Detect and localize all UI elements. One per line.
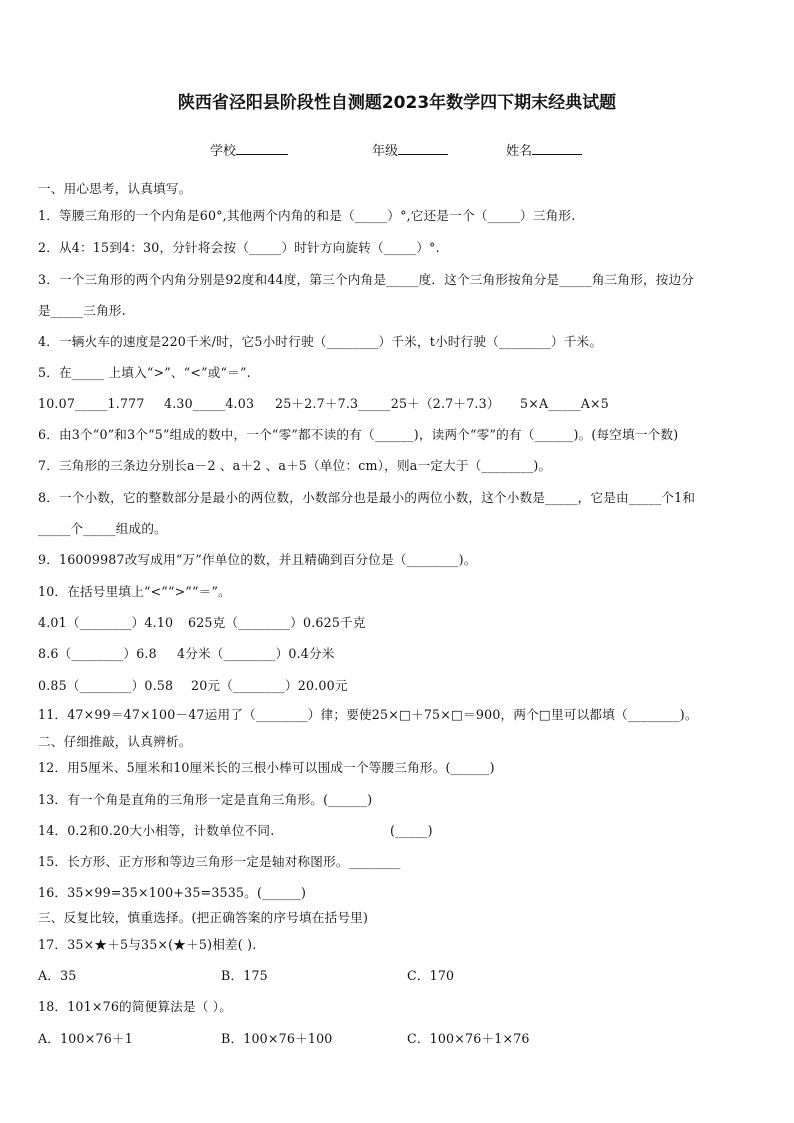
question-10-item: 0.85（________）0.58 (38, 678, 174, 693)
question-3-line-2: 是_____三角形. (38, 303, 126, 318)
question-11: 11．47×99＝47×100－47运用了（________）律；要使25×□＋75×□＝900，两个□里可以都填（________)。 (38, 707, 698, 722)
student-info-row (0, 140, 794, 160)
question-10: 10．在括号里填上“<”“>”“＝”。 (38, 584, 231, 599)
option-a: A．100×76＋1 (38, 1031, 133, 1046)
school-blank (236, 142, 288, 155)
school-label: 学校 (210, 144, 237, 159)
question-6: 6．由3个“0”和3个“5”组成的数中，一个“零”都不读的有（______)，读两个“零”的有（______)。(每空填一个数) (38, 427, 679, 442)
question-10-item: 4分米（________）0.4分米 (177, 646, 335, 661)
option-b: B．175 (221, 968, 268, 983)
question-5-item: 4.30_____4.03 (164, 396, 255, 411)
question-2: 2．从4：15到4：30，分针将会按（_____）时针方向旋转（_____）°. (38, 240, 440, 255)
option-b: B．100×76＋100 (221, 1031, 333, 1046)
name-field (506, 140, 582, 159)
question-5-item: 10.07_____1.777 (38, 396, 145, 411)
question-10-item: 8.6（________）6.8 (38, 646, 157, 661)
question-4: 4．一辆火车的速度是220千米/时，它5小时行驶（________）千米，t小时行驶（________）千米。 (38, 334, 603, 349)
school-field (210, 140, 288, 159)
question-14 (38, 822, 764, 840)
question-16: 16．35×99=35×100+35=3535。(______) (38, 885, 307, 900)
option-a: A．35 (38, 968, 77, 983)
page-title: 陕西省泾阳县阶段性自测题2023年数学四下期末经典试题 (177, 93, 617, 113)
question-7: 7．三角形的三条边分别长a－2 、a＋2 、a＋5（单位：cm），则a一定大于（________)。 (38, 458, 552, 473)
question-8-line-1: 8．一个小数，它的整数部分是最小的两位数，小数部分也是最小的两位小数，这个小数是_____，它是由_____个1和 (38, 490, 696, 505)
question-5-item: 5×A_____A×5 (520, 396, 610, 411)
name-label: 姓名 (506, 144, 533, 159)
question-15: 15．长方形、正方形和等边三角形一定是轴对称图形。________ (38, 854, 401, 869)
option-c: C．100×76＋1×76 (407, 1031, 530, 1046)
name-blank (532, 142, 582, 155)
section-heading-1: 一、用心思考，认真填写。 (38, 181, 192, 196)
section-heading-3: 三、反复比较，慎重选择。(把正确答案的序号填在括号里) (38, 910, 369, 925)
question-8-line-2: _____个_____组成的。 (38, 521, 167, 536)
question-9: 9．16009987改写成用“万”作单位的数，并且精确到百分位是（________)。 (38, 552, 477, 567)
question-10-item: 20元（________）20.00元 (191, 678, 348, 693)
grade-label: 年级 (372, 144, 399, 159)
question-10-item: 625克（________）0.625千克 (188, 615, 366, 630)
grade-field (372, 140, 448, 159)
question-14-blank: (_____) (390, 823, 433, 838)
question-12: 12．用5厘米、5厘米和10厘米长的三根小棒可以围成一个等腰三角形。(______) (38, 760, 495, 775)
option-c: C．170 (407, 968, 455, 983)
grade-blank (398, 142, 448, 155)
question-13: 13．有一个角是直角的三角形一定是直角三角形。(______) (38, 792, 373, 807)
question-5-item: 25＋2.7＋7.3_____25＋（2.7＋7.3） (275, 396, 500, 411)
question-17: 17．35×★＋5与35×(★＋5)相差( ). (38, 937, 257, 952)
question-18: 18．101×76的简便算法是（ ）。 (38, 999, 233, 1014)
question-14-text: 14．0.2和0.20大小相等，计数单位不同. (38, 823, 275, 838)
question-5: 5．在_____ 上填入“>”、“<”或“＝”. (38, 365, 251, 380)
section-heading-2: 二、仔细推敲，认真辨析。 (38, 734, 192, 749)
question-10-item: 4.01（________）4.10 (38, 615, 174, 630)
question-3-line-1: 3．一个三角形的两个内角分别是92度和44度，第三个内角是_____度．这个三角形按角分是_____角三角形，按边分 (38, 272, 695, 287)
question-1: 1．等腰三角形的一个内角是60°,其他两个内角的和是（_____）°,它还是一个（_____）三角形. (38, 208, 576, 223)
